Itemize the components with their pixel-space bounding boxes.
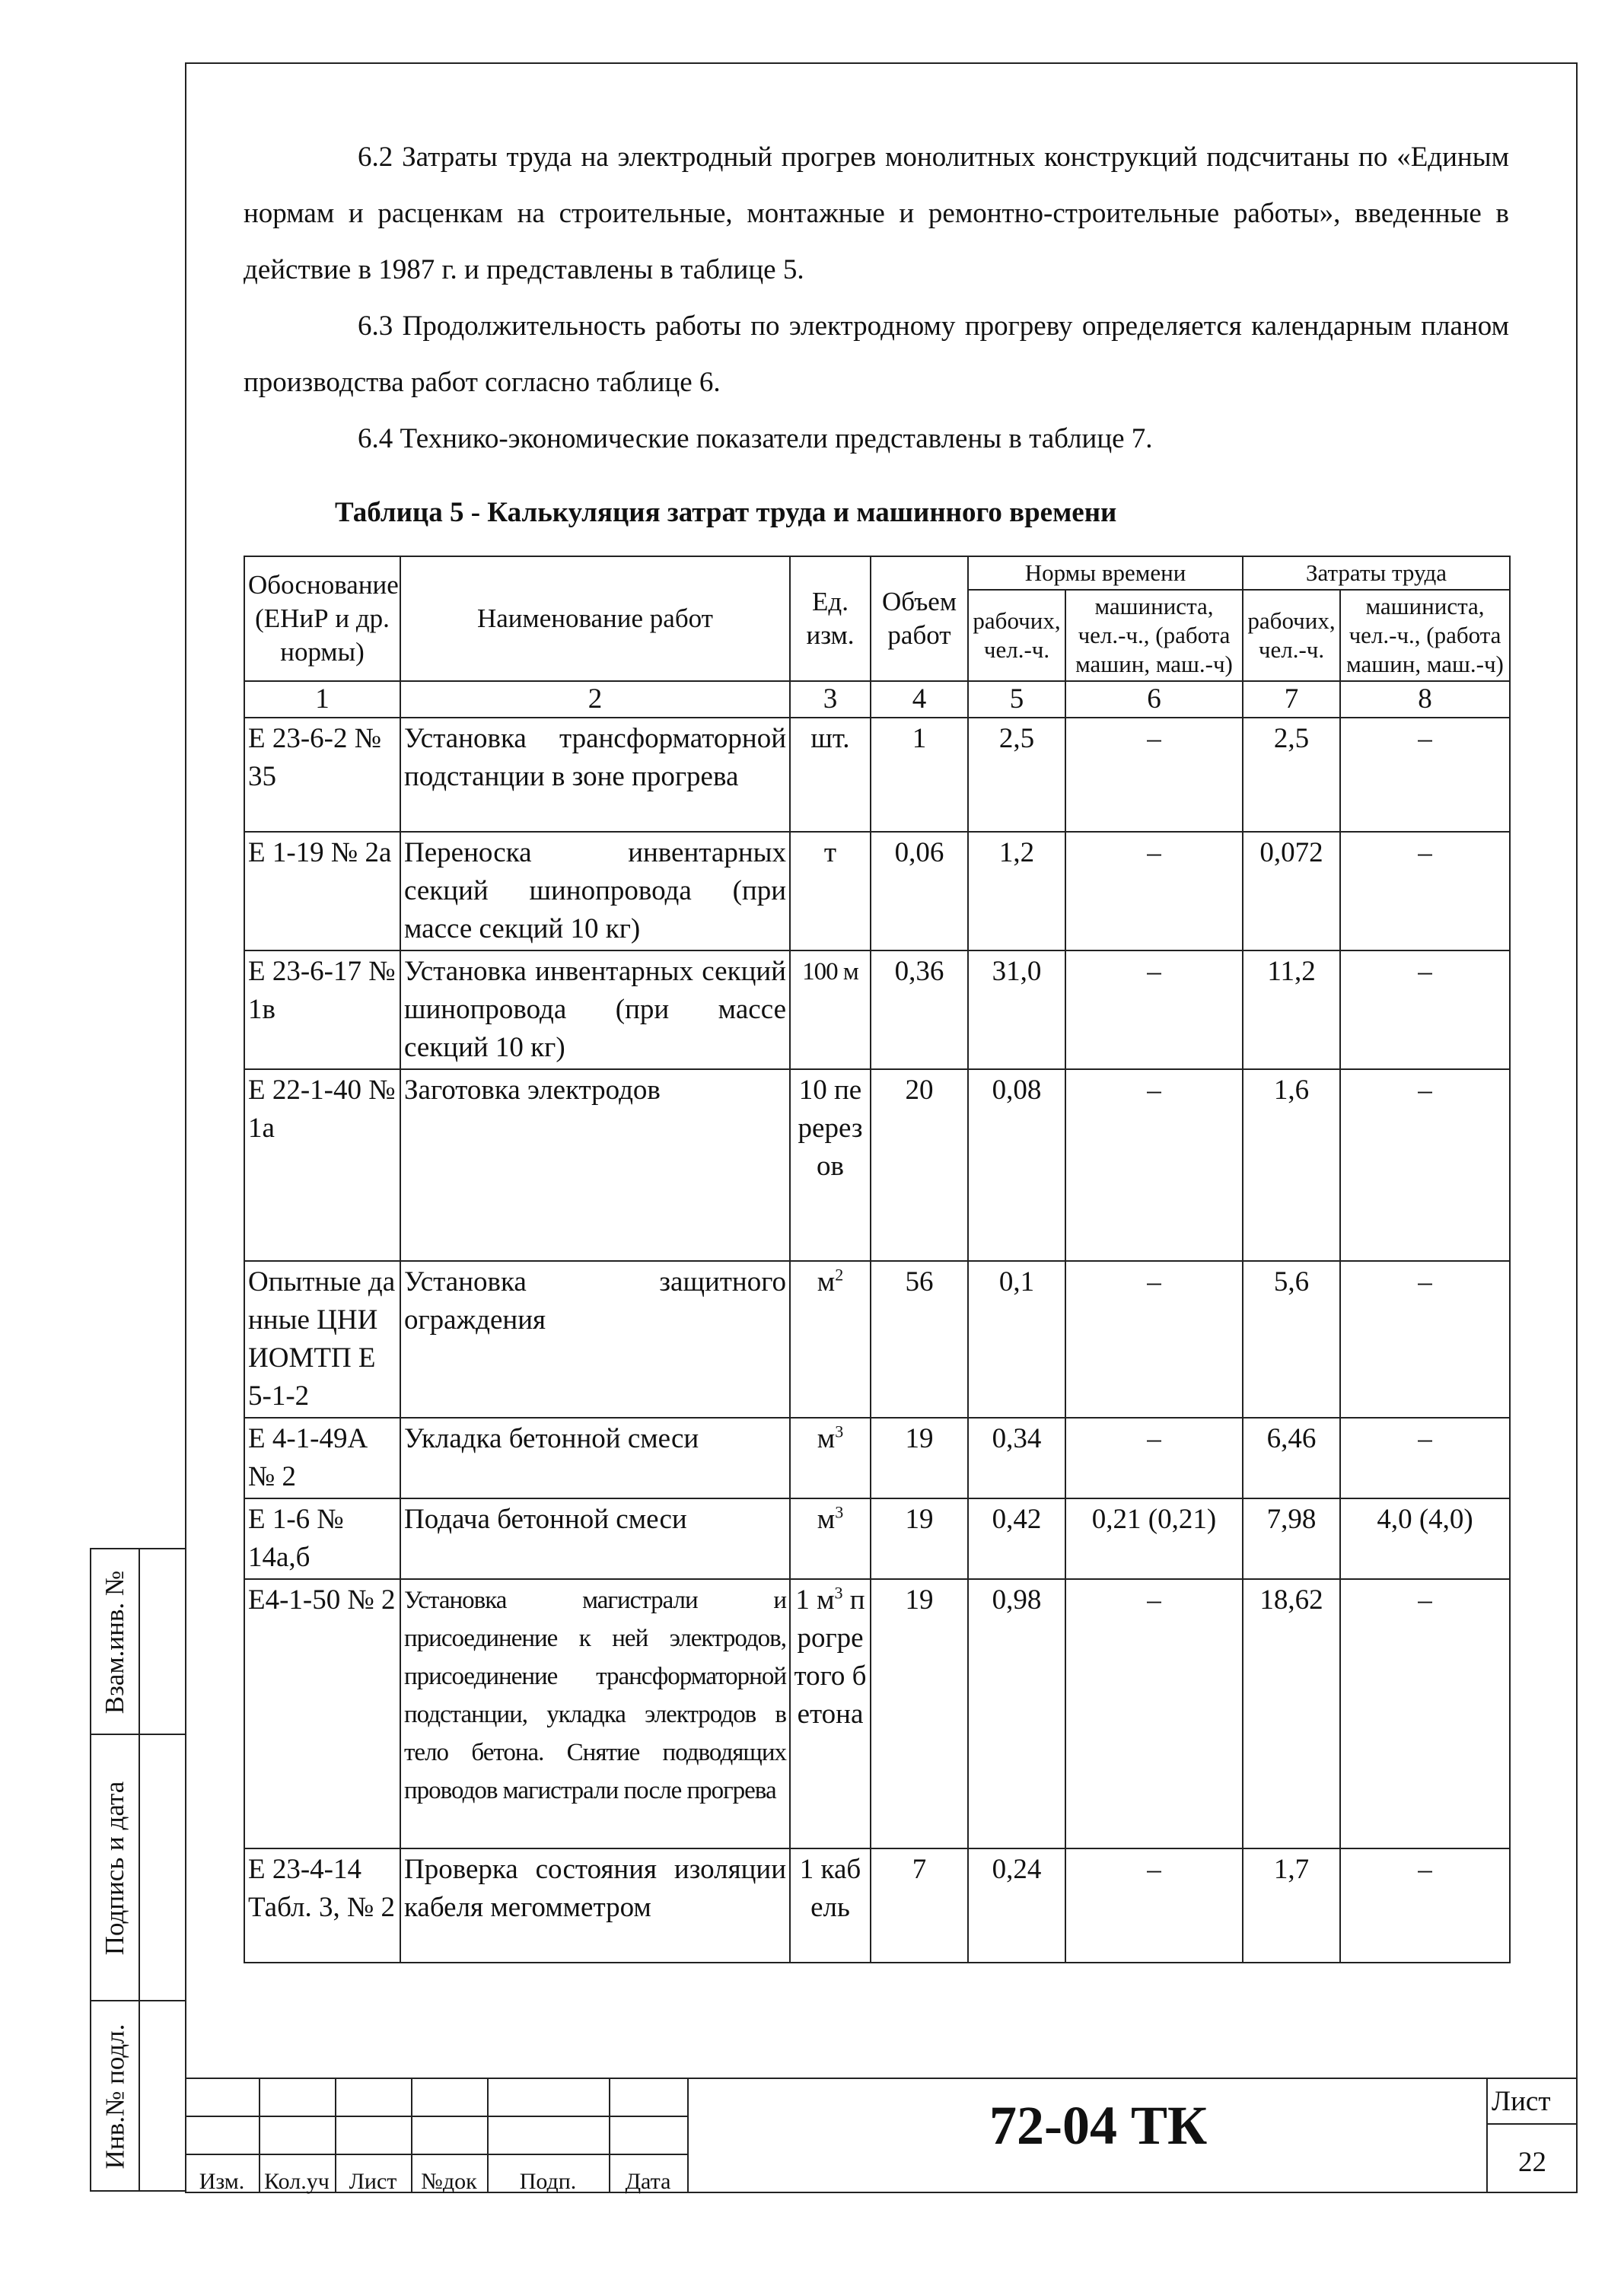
cell-cost-workers: 1,6 bbox=[1243, 1069, 1340, 1261]
cell-cost-machinists: – bbox=[1340, 1069, 1510, 1261]
cell-unit: шт. bbox=[790, 718, 871, 832]
col-label-date: Дата bbox=[625, 2169, 671, 2194]
paragraph-6-4: 6.4 Технико-экономические показатели представлены в таблице 7. bbox=[358, 423, 1153, 454]
stamp-text: Подпись и дата bbox=[100, 1781, 129, 1956]
paragraph-6-2: 6.2 Затраты труда на электродный прогрев монолитных конструкций подсчитаны по «Единым нормам и расценкам на строительные, монтажные и ремонтно-строительные работы», введенные в действие в 1987 г. и представлены в таблице 5. bbox=[244, 142, 1509, 285]
header-name: Наименование работ bbox=[400, 556, 790, 681]
unit-text: 1 м bbox=[795, 1584, 835, 1616]
cell-unit bbox=[790, 1261, 871, 1418]
cell-cost-workers: 11,2 bbox=[1243, 950, 1340, 1069]
cell-cost-machinists: 4,0 (4,0) bbox=[1340, 1498, 1510, 1579]
cell-basis: Е 1-19 № 2а bbox=[244, 832, 400, 950]
unit-text: м bbox=[817, 1423, 836, 1454]
cell-name: Укладка бетонной смеси bbox=[400, 1418, 790, 1498]
cell-unit bbox=[790, 1498, 871, 1579]
stamp-label-replacement bbox=[91, 1549, 139, 1735]
cell-norm-workers: 31,0 bbox=[968, 950, 1065, 1069]
cell-unit: 1 кабель bbox=[790, 1848, 871, 1963]
cell-volume: 20 bbox=[871, 1069, 968, 1261]
cell-name: Проверка состояния изоляции кабеля мегомметром bbox=[400, 1848, 790, 1963]
cell-name: Установка магистрали и присоединение к ней электродов, присоединение трансформаторной подстанции, укладка электродов в тело бетона. Снятие подводящих проводов магистрали после прогрева bbox=[400, 1579, 790, 1848]
column-number: 3 bbox=[790, 681, 871, 718]
cell-norm-machinists: – bbox=[1065, 832, 1243, 950]
column-number: 7 bbox=[1243, 681, 1340, 718]
cell-volume: 19 bbox=[871, 1498, 968, 1579]
unit-text: м bbox=[817, 1504, 836, 1535]
table-row bbox=[244, 1848, 1510, 1963]
cell-cost-machinists: – bbox=[1340, 832, 1510, 950]
column-number-row bbox=[244, 681, 1510, 718]
cell-volume: 0,36 bbox=[871, 950, 968, 1069]
title-block-line bbox=[687, 2079, 689, 2193]
column-number: 2 bbox=[400, 681, 790, 718]
cell-name: Установка инвентарных секций шинопровода (при массе секций 10 кг) bbox=[400, 950, 790, 1069]
body-text bbox=[244, 129, 1509, 467]
table-row bbox=[244, 718, 1510, 832]
cell-basis: Е 23-6-17 № 1в bbox=[244, 950, 400, 1069]
cell-basis: Е4-1-50 № 2 bbox=[244, 1579, 400, 1848]
cell-basis: Е 23-6-2 № 35 bbox=[244, 718, 400, 832]
header-cost-machinists: машиниста, чел.-ч., (работа машин, маш.-ч) bbox=[1340, 590, 1510, 681]
stamp-text: Инв.№ подл. bbox=[100, 2023, 130, 2170]
column-number: 6 bbox=[1065, 681, 1243, 718]
cell-norm-workers: 0,24 bbox=[968, 1848, 1065, 1963]
cell-cost-workers: 18,62 bbox=[1243, 1579, 1340, 1848]
cell-norm-machinists: – bbox=[1065, 1418, 1243, 1498]
cell-norm-machinists: – bbox=[1065, 1069, 1243, 1261]
cell-cost-workers: 0,072 bbox=[1243, 832, 1340, 950]
cell-cost-machinists: – bbox=[1340, 1848, 1510, 1963]
cell-norm-workers: 2,5 bbox=[968, 718, 1065, 832]
cell-unit bbox=[790, 1418, 871, 1498]
cell-norm-workers: 0,42 bbox=[968, 1498, 1065, 1579]
header-norm-workers: рабочих, чел.-ч. bbox=[968, 590, 1065, 681]
cell-basis: Е 1-6 № 14а,б bbox=[244, 1498, 400, 1579]
cell-cost-machinists: – bbox=[1340, 1418, 1510, 1498]
cell-basis: Е 22-1-40 № 1а bbox=[244, 1069, 400, 1261]
cell-name: Подача бетонной смеси bbox=[400, 1498, 790, 1579]
cell-unit: 100 м bbox=[790, 950, 871, 1069]
header-costs-group: Затраты труда bbox=[1243, 556, 1510, 590]
cell-cost-machinists: – bbox=[1340, 1579, 1510, 1848]
column-number: 8 bbox=[1340, 681, 1510, 718]
cell-volume: 19 bbox=[871, 1418, 968, 1498]
cell-volume: 56 bbox=[871, 1261, 968, 1418]
col-label-count: Кол.уч bbox=[264, 2169, 330, 2194]
cell-volume: 19 bbox=[871, 1579, 968, 1848]
table-row bbox=[244, 1498, 1510, 1579]
cell-unit bbox=[790, 1579, 871, 1848]
cell-norm-workers: 0,1 bbox=[968, 1261, 1065, 1418]
header-row-1 bbox=[244, 556, 1510, 590]
cell-basis: Е 4-1-49А № 2 bbox=[244, 1418, 400, 1498]
header-unit: Ед. изм. bbox=[790, 556, 871, 681]
cell-basis: Опытные данные ЦНИИОМТП Е 5-1-2 bbox=[244, 1261, 400, 1418]
cell-cost-workers: 7,98 bbox=[1243, 1498, 1340, 1579]
cell-unit: 10 перерезов bbox=[790, 1069, 871, 1261]
cell-norm-workers: 1,2 bbox=[968, 832, 1065, 950]
cell-name: Заготовка электродов bbox=[400, 1069, 790, 1261]
title-block-line bbox=[185, 2116, 687, 2117]
table-row bbox=[244, 950, 1510, 1069]
cell-unit: т bbox=[790, 832, 871, 950]
cell-name: Установка защитного ограждения bbox=[400, 1261, 790, 1418]
labor-cost-table bbox=[244, 556, 1511, 1963]
cell-volume: 7 bbox=[871, 1848, 968, 1963]
cell-cost-workers: 2,5 bbox=[1243, 718, 1340, 832]
cell-norm-workers: 0,08 bbox=[968, 1069, 1065, 1261]
col-label-sheet: Лист bbox=[349, 2169, 397, 2194]
col-label-change: Изм. bbox=[199, 2169, 245, 2194]
header-volume: Объем работ bbox=[871, 556, 968, 681]
stamp-text: Взам.инв. № bbox=[100, 1570, 130, 1715]
title-block-line bbox=[1486, 2123, 1578, 2125]
header-cost-workers: рабочих, чел.-ч. bbox=[1243, 590, 1340, 681]
side-stamp bbox=[90, 1548, 185, 2192]
table-row bbox=[244, 1579, 1510, 1848]
title-block-line bbox=[1486, 2079, 1488, 2193]
unit-exponent: 3 bbox=[834, 1583, 843, 1603]
cell-cost-workers: 6,46 bbox=[1243, 1418, 1340, 1498]
document-code: 72-04 ТК bbox=[989, 2095, 1208, 2156]
title-block-line bbox=[185, 2154, 687, 2155]
cell-norm-machinists: – bbox=[1065, 1848, 1243, 1963]
sheet-number: 22 bbox=[1518, 2147, 1546, 2178]
cell-cost-machinists: – bbox=[1340, 718, 1510, 832]
table-row bbox=[244, 1261, 1510, 1418]
cell-volume: 1 bbox=[871, 718, 968, 832]
cell-norm-machinists: 0,21 (0,21) bbox=[1065, 1498, 1243, 1579]
paragraph-6-3: 6.3 Продолжительность работы по электродному прогреву определяется календарным планом производства работ согласно таблице 6. bbox=[244, 310, 1509, 398]
cell-norm-workers: 0,98 bbox=[968, 1579, 1065, 1848]
table-row bbox=[244, 1069, 1510, 1261]
col-label-doc: №док bbox=[421, 2169, 477, 2194]
title-block bbox=[185, 2078, 1578, 2193]
unit-tail: прогретого бетона bbox=[794, 1584, 867, 1730]
cell-cost-machinists: – bbox=[1340, 1261, 1510, 1418]
column-number: 1 bbox=[244, 681, 400, 718]
cell-norm-machinists: – bbox=[1065, 1579, 1243, 1848]
cell-volume: 0,06 bbox=[871, 832, 968, 950]
cell-cost-workers: 1,7 bbox=[1243, 1848, 1340, 1963]
cell-cost-machinists: – bbox=[1340, 950, 1510, 1069]
stamp-label-signature bbox=[91, 1735, 139, 2001]
unit-exponent: 2 bbox=[835, 1265, 844, 1285]
column-number: 4 bbox=[871, 681, 968, 718]
table-row bbox=[244, 832, 1510, 950]
cell-basis: Е 23-4-14 Табл. 3, № 2 bbox=[244, 1848, 400, 1963]
header-basis: Обоснование (ЕНиР и др. нормы) bbox=[244, 556, 400, 681]
stamp-label-original bbox=[91, 2001, 139, 2192]
cell-name: Установка трансформаторной подстанции в зоне прогрева bbox=[400, 718, 790, 832]
column-number: 5 bbox=[968, 681, 1065, 718]
cell-cost-workers: 5,6 bbox=[1243, 1261, 1340, 1418]
table-caption: Таблица 5 - Калькуляция затрат труда и машинного времени bbox=[335, 497, 1117, 528]
cell-name: Переноска инвентарных секций шинопровода (при массе секций 10 кг) bbox=[400, 832, 790, 950]
cell-norm-machinists: – bbox=[1065, 950, 1243, 1069]
unit-text: м bbox=[817, 1266, 836, 1298]
header-norms-group: Нормы времени bbox=[968, 556, 1243, 590]
unit-exponent: 3 bbox=[835, 1422, 844, 1441]
cell-norm-workers: 0,34 bbox=[968, 1418, 1065, 1498]
cell-norm-machinists: – bbox=[1065, 718, 1243, 832]
sheet-label: Лист bbox=[1492, 2086, 1551, 2117]
col-label-sign: Подп. bbox=[519, 2169, 577, 2194]
cell-norm-machinists: – bbox=[1065, 1261, 1243, 1418]
table-row bbox=[244, 1418, 1510, 1498]
header-norm-machinists: машиниста, чел.-ч., (работа машин, маш.-ч) bbox=[1065, 590, 1243, 681]
unit-exponent: 3 bbox=[835, 1502, 844, 1522]
